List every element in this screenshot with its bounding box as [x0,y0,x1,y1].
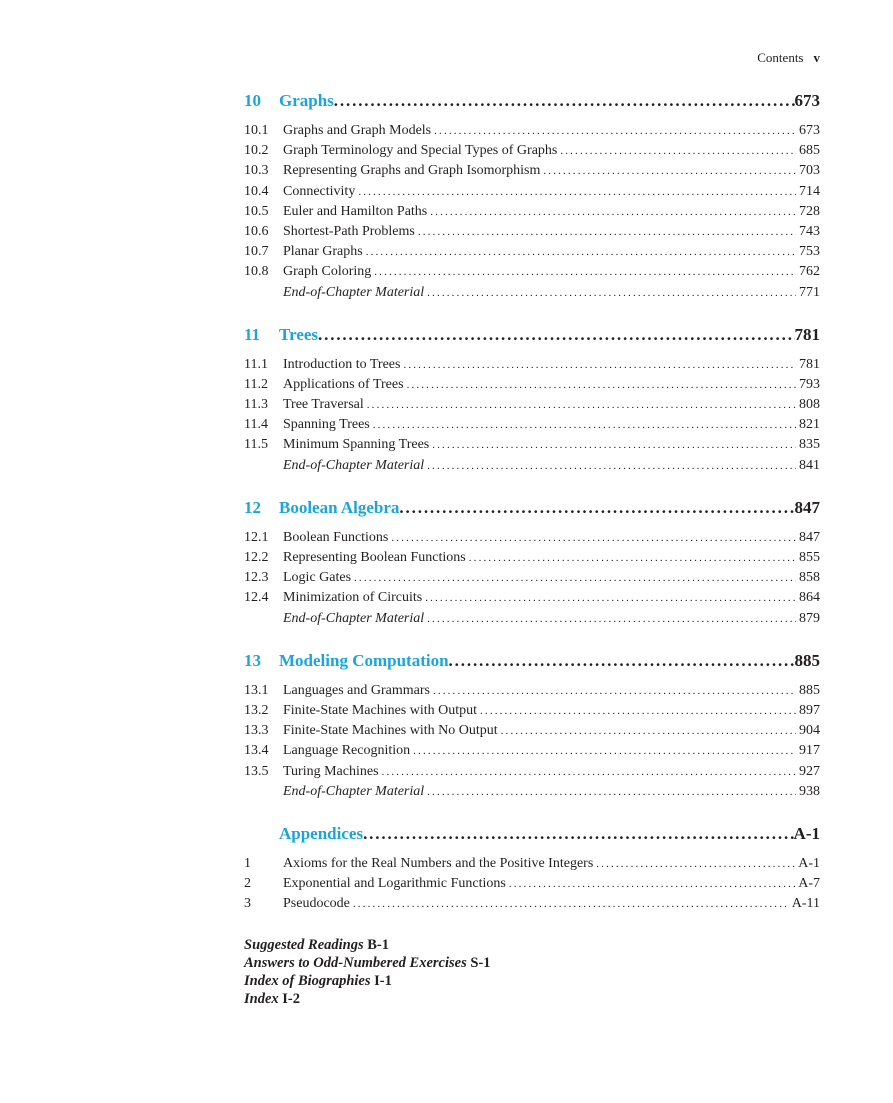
section-page: 781 [799,356,820,372]
section-title: Axioms for the Real Numbers and the Positive Integers [283,855,594,871]
section-number: 2 [244,876,251,892]
chapter-title: Boolean Algebra [279,497,400,517]
dot-leader [415,222,796,242]
section-title: Minimization of Circuits [283,590,423,606]
section-entry[interactable] [244,375,820,395]
section-page: 771 [799,284,820,300]
section-page: A-1 [798,855,820,871]
dot-leader [430,681,796,701]
backmatter-entry[interactable] [244,972,820,990]
dot-leader [363,824,793,844]
dot-leader [350,894,789,914]
dot-leader [351,568,796,588]
section-page: 885 [799,682,820,698]
section-entry[interactable] [244,762,820,782]
backmatter-page: B-1 [367,937,390,954]
dot-leader [466,548,796,568]
chapter-title: Appendices [279,823,364,843]
section-title: Applications of Trees [283,376,404,392]
section-page: 743 [799,223,820,239]
section-number: 10.7 [244,244,269,260]
section-number: 11.3 [244,397,268,413]
section-entry[interactable] [244,161,820,181]
section-number: 10.4 [244,183,269,199]
section-entry[interactable] [244,395,820,415]
backmatter-title: Answers to Odd-Numbered Exercises [244,955,467,972]
dot-leader [557,141,796,161]
section-entry[interactable] [244,701,820,721]
section-title: Exponential and Logarithmic Functions [283,876,506,892]
running-header-label: Contents [757,50,804,65]
backmatter-title: Index of Biographies [244,973,371,990]
section-title: Boolean Functions [283,529,389,545]
section-page: 855 [799,550,820,565]
section-entry[interactable] [244,588,820,608]
section-page: 864 [799,590,820,606]
section-number: 10.1 [244,123,269,138]
section-page: A-7 [798,876,820,892]
section-entry[interactable] [244,721,820,741]
section-page: A-11 [791,896,820,912]
dot-leader [399,498,794,518]
dot-leader [364,395,796,415]
section-number: 10.5 [244,203,269,219]
section-number: 12.2 [244,550,269,565]
chapter [244,498,820,629]
backmatter-entry[interactable] [244,990,820,1008]
section-entry[interactable] [244,681,820,701]
chapter-page: 781 [794,324,820,344]
section-page: 808 [799,397,820,413]
chapter-heading[interactable] [244,325,820,349]
section-title: Representing Boolean Functions [283,550,466,565]
section-title: Spanning Trees [283,417,370,433]
section-number: 11.4 [244,417,268,433]
section-number: 13.5 [244,763,269,779]
chapter-page: 847 [794,497,820,517]
section-title: Finite-State Machines with No Output [283,723,498,739]
running-header [757,50,820,66]
dot-leader [593,854,795,874]
section-title: Representing Graphs and Graph Isomorphism [283,163,541,179]
section-title: Pseudocode [283,896,350,912]
chapter-page: A-1 [793,823,820,843]
section-title: End-of-Chapter Material [283,457,425,473]
chapter-heading[interactable] [244,824,820,848]
section-title: Euler and Hamilton Paths [283,203,428,219]
chapter-number: 12 [244,497,261,517]
section-page: 821 [799,417,820,433]
section-entry[interactable] [244,548,820,568]
section-page: 904 [799,723,820,739]
chapter [244,325,820,476]
backmatter-title: Index [244,991,279,1008]
dot-leader [318,325,794,345]
chapter [244,824,820,915]
section-page: 753 [799,244,820,260]
section-entry[interactable] [244,202,820,222]
chapter-title: Graphs [279,91,334,110]
section-page: 841 [799,457,820,473]
chapter-number: 13 [244,650,261,670]
section-title: Finite-State Machines with Output [283,702,478,718]
section-entry[interactable] [244,568,820,588]
dot-leader [355,182,796,202]
section-number: 12.1 [244,529,269,545]
section-entry[interactable] [244,415,820,435]
dot-leader [404,375,796,395]
section-number: 13.4 [244,743,269,759]
section-page: 835 [799,437,820,453]
dot-leader [498,721,796,741]
chapter-heading[interactable] [244,651,820,675]
chapter [244,91,820,303]
dot-leader [429,435,796,455]
dot-leader [388,528,796,548]
chapter-number: 11 [244,324,261,344]
chapter-heading[interactable] [244,498,820,522]
dot-leader [449,651,795,671]
section-page: 703 [799,163,820,179]
section-title: Graph Coloring [283,264,372,280]
section-entry[interactable] [244,874,820,894]
section-title: Shortest-Path Problems [283,223,415,239]
section-number: 10.6 [244,223,269,239]
chapter-heading[interactable] [244,91,820,115]
section-page: 927 [799,763,820,779]
section-entry[interactable] [244,262,820,282]
section-number: 10.3 [244,163,269,179]
section-entry[interactable] [244,528,820,548]
section-page: 673 [799,123,820,138]
section-page: 847 [799,529,820,545]
dot-leader [370,415,796,435]
dot-leader [422,588,796,608]
section-page: 858 [799,570,820,586]
section-entry[interactable] [244,121,820,141]
dot-leader [424,782,796,802]
section-entry[interactable] [244,242,820,262]
section-entry[interactable] [244,283,820,303]
section-entry[interactable] [244,182,820,202]
chapter-title: Modeling Computation [279,650,449,670]
backmatter-title: Suggested Readings [244,937,364,954]
dot-leader [431,121,796,141]
dot-leader [427,202,796,222]
section-page: 714 [799,183,820,199]
section-number: 11.1 [244,356,268,372]
table-of-contents [244,91,820,1008]
dot-leader [400,355,796,375]
section-entry[interactable] [244,782,820,802]
section-page: 793 [799,376,820,392]
dot-leader [424,283,796,303]
dot-leader [506,874,795,894]
section-entry[interactable] [244,609,820,629]
section-number: 13.1 [244,682,269,698]
backmatter-list [244,936,820,1008]
backmatter-page: I-1 [374,973,392,990]
section-number: 10.8 [244,264,269,280]
section-number: 11.5 [244,437,268,453]
dot-leader [477,701,796,721]
section-title: Introduction to Trees [283,356,401,372]
backmatter-entry[interactable] [244,954,820,972]
dot-leader [424,609,796,629]
section-title: Logic Gates [283,570,352,586]
chapter-page: 885 [794,650,820,670]
backmatter-page: S-1 [470,955,491,972]
section-number: 12.4 [244,590,269,606]
dot-leader [363,242,796,262]
section-entry[interactable] [244,854,820,874]
section-title: Graphs and Graph Models [283,123,432,138]
section-page: 762 [799,264,820,280]
dot-leader [424,456,796,476]
section-title: End-of-Chapter Material [283,284,425,300]
section-number: 12.3 [244,570,269,586]
section-page: 728 [799,203,820,219]
section-entry[interactable] [244,222,820,242]
section-number: 10.2 [244,143,269,159]
dot-leader [379,762,796,782]
section-title: Graph Terminology and Special Types of Graphs [283,143,558,159]
section-page: 938 [799,783,820,799]
page-number: v [813,50,820,65]
section-entry[interactable] [244,435,820,455]
section-title: Minimum Spanning Trees [283,437,430,453]
chapter-page: 673 [794,91,820,110]
section-title: Turing Machines [283,763,379,779]
section-title: Planar Graphs [283,244,363,260]
backmatter-entry[interactable] [244,936,820,954]
section-entry[interactable] [244,741,820,761]
section-entry[interactable] [244,355,820,375]
section-entry[interactable] [244,894,820,914]
dot-leader [410,741,796,761]
dot-leader [334,91,795,111]
section-title: Connectivity [283,183,356,199]
section-title: End-of-Chapter Material [283,610,425,626]
dot-leader [540,161,796,181]
section-title: Tree Traversal [283,397,364,413]
section-title: Language Recognition [283,743,411,759]
section-number: 11.2 [244,376,268,392]
chapter-number: 10 [244,91,261,110]
section-page: 917 [799,743,820,759]
section-page: 879 [799,610,820,626]
section-number: 13.3 [244,723,269,739]
section-page: 685 [799,143,820,159]
section-entry[interactable] [244,141,820,161]
section-title: End-of-Chapter Material [283,783,425,799]
chapter-list [244,91,820,914]
section-entry[interactable] [244,456,820,476]
section-title: Languages and Grammars [283,682,430,698]
section-number: 1 [244,855,251,871]
chapter [244,651,820,802]
section-page: 897 [799,702,820,718]
dot-leader [371,262,796,282]
backmatter-page: I-2 [282,991,301,1008]
chapter-title: Trees [279,324,319,344]
section-number: 13.2 [244,702,269,718]
section-number: 3 [244,896,251,912]
